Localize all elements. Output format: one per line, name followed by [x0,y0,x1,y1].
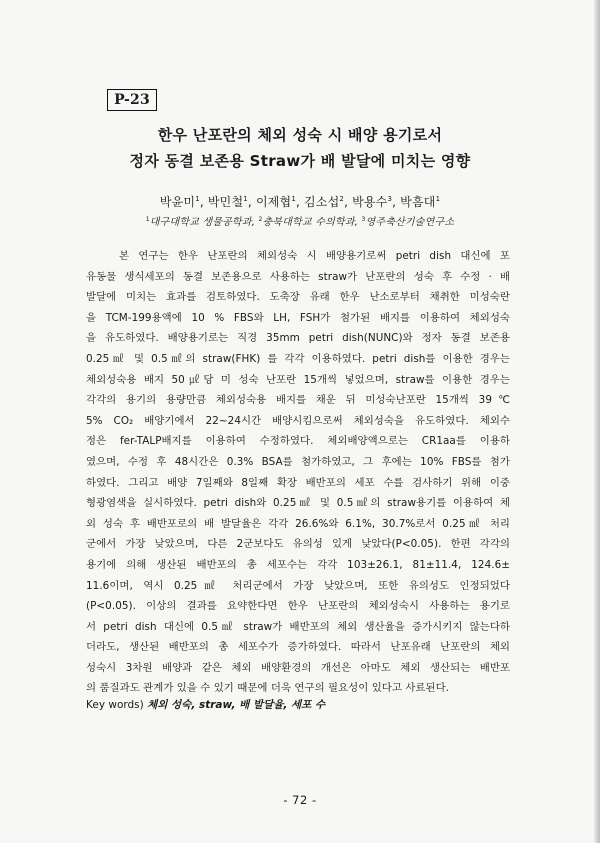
author: 김소섭$^2$, [304,195,353,209]
abstract-line: 정은 fer-TALP배지를 이용하여 수정하였다. 체외배양액으로는 CR1aa를 이용하 [86,435,510,448]
abstract-line: 성숙시 3차원 배양과 같은 체외 배양환경의 개선은 아마도 체외 생산되는 배반포 [86,661,510,674]
author: 박흠대$^1$ [400,195,441,209]
abstract-line: 유동물 생식세포의 동결 보존용으로 사용하는 straw가 난포란의 성숙 후 수정 · 배 [86,270,510,283]
abstract-line: 군에서 가장 낮았으며, 다른 2군보다도 유의성 있게 낮았다(P<0.05). 한편 각각의 [86,538,510,551]
abstract-line: 을 유도하였다. 배양용기로는 직경 35mm petri dish(NUNC)와 정자 동결 보존용 [86,332,510,345]
affiliation: $^3$영주축산기술연구소 [361,216,455,228]
abstract-line: 용기에 의해 생산된 배반포의 총 세포수는 각각 103±26.1, 81±11.4, 124.6± [86,558,510,571]
abstract-line: 더라도, 생산된 배반포의 총 세포수가 증가하였다. 따라서 난포유래 난포란의 체외 [86,641,510,654]
abstract-line: 였으며, 수정 후 48시간은 0.3% BSA를 첨가하였고, 그 후에는 10% FBS를 첨가 [86,455,510,468]
page-number: - 72 - [283,793,317,807]
abstract-code-box: P-23 [107,89,157,111]
title-line-2: 정자 동결 보존용 Straw가 배 발달에 미치는 영향 [129,152,471,170]
abstract-line: 체외성숙용 배지 50㎕당 미 성숙 난포란 15개씩 넣었으며, straw를 이용한 경우는 [86,373,510,386]
affiliation: $^1$대구대학교 생물공학과, [145,216,259,228]
abstract-line: 서 petri dish 대신에 0.5㎖ straw가 배반포의 체외 생산율을 증가시키지 않는다하 [86,620,510,633]
title-line-1: 한우 난포란의 체외 성숙 시 배양 용기로서 [157,126,443,144]
author: 박민철$^1$, [207,195,256,209]
keywords-terms: 체외 성숙, straw, 배 발달율, 세포 수 [147,699,326,711]
author-list [60,191,540,210]
keywords [86,697,325,713]
abstract-line: 형광염색을 실시하였다. petri dish와 0.25㎖ 및 0.5㎖의 straw용기를 이용하여 체 [86,497,510,510]
abstract-line: 의 품질과도 관계가 있을 수 있기 때문에 더욱 연구의 필요성이 있다고 사료된다. [86,682,450,695]
affiliation: $^2$충북대학교 수의학과, [258,216,362,228]
abstract-body [86,246,510,699]
page-edge-shadow [594,0,600,843]
abstract-line: 하였다. 그리고 배양 7일째와 8일째 확장 배반포의 세포 수를 검사하기 위해 이중 [86,476,510,489]
abstract-line: 외 성숙 후 배반포로의 배 발달율은 각각 26.6%와 6.1%, 30.7%로서 0.25㎖ 처리 [86,517,510,530]
abstract-line: 을 TCM-199용액에 10 % FBS와 LH, FSH가 첨가된 배지를 이용하여 체외성숙 [86,311,510,324]
affiliation-list [60,213,540,230]
author: 박윤미$^1$, [159,195,208,209]
abstract-line: 0.25㎖ 및 0.5㎖의 straw(FHK) 를 각각 이용하였다. petri dish를 이용한 경우는 [86,352,510,365]
abstract-line: 11.6이며, 역시 0.25㎖ 처리군에서 가장 낮았으며, 또한 유의성도 인정되었다 [86,579,510,592]
author: 이제협$^1$, [255,195,305,209]
abstract-line: 각각의 용기의 용량만큼 체외성숙용 배지를 채운 뒤 미성숙난포란 15개씩 39℃ [86,394,510,407]
abstract-line: 본 연구는 한우 난포란의 체외성숙 시 배양용기로써 petri dish 대신에 포 [119,250,510,262]
abstract-line: 발달에 미치는 효과를 검토하였다. 도축장 유래 한우 난소로부터 채취한 미성숙란 [86,291,510,304]
author: 박용수$^3$, [352,195,401,209]
abstract-line: 5% CO₂ 배양기에서 22~24시간 배양시킴으로써 체외성숙을 유도하였다. 체외수 [86,414,510,427]
abstract-line: (P<0.05). 이상의 결과를 요약한다면 한우 난포란의 체외성숙시 사용하는 용기로 [86,600,510,613]
keywords-label: Key words) [86,699,148,711]
